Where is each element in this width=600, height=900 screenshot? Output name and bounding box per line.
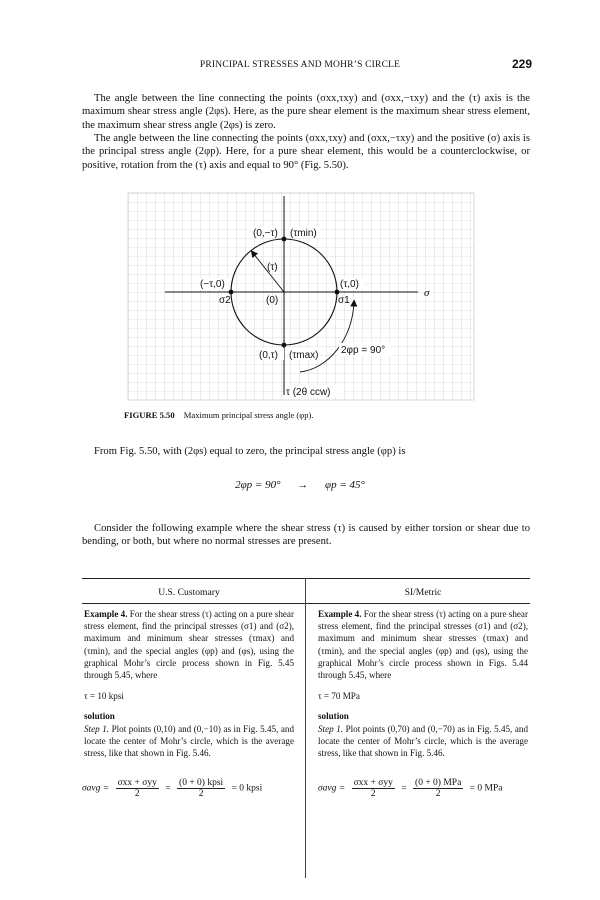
us-eq-num-2: (0 + 0) kpsi [179,778,224,788]
label-tau-min: (τmin) [290,228,317,239]
table-top-rule [82,578,530,579]
si-heading: SI/Metric [404,587,442,598]
us-eq-frac-2 [177,778,225,799]
label-center: (0) [266,295,279,306]
point-top [282,237,287,242]
si-step [318,723,528,760]
figure-caption-text: Maximum principal stress angle (φp). [183,410,314,420]
si-solution-label: solution [318,711,349,722]
us-eq-rhs: = 0 kpsi [231,783,263,794]
label-sigma-axis: σ [424,287,430,299]
display-equation [0,479,600,491]
point-bottom [282,343,287,348]
mohr-circle-figure [0,0,600,420]
si-step-label: Step 1. [318,723,344,734]
example-intro-paragraph: Consider the following example where the shear stress (τ) is caused by either torsion or shear due to bending, or both, but where no normal stresses are present. [82,523,530,548]
label-sigma1: σ1 [338,295,350,306]
label-tau-radius: (τ) [267,262,278,273]
us-step [84,723,294,760]
figure-caption-label: FIGURE 5.50 [124,410,175,420]
us-eq-num-1: σxx + σyy [117,778,157,788]
si-eq-lhs: σavg = [318,783,346,794]
label-tau-axis: τ (2θ ccw) [286,387,331,398]
us-step-text: Plot points (0,10) and (0,−10) as in Fig. 5.45, and locate the center of Mohr’s circle, which is the average stress, like that shown in Fig. 5.46. [84,723,294,759]
point-left [229,290,234,295]
column-divider [305,578,306,878]
si-example-title: Example 4. [318,609,362,619]
us-given: τ = 10 kpsi [84,691,124,702]
si-eq-den-1: 2 [370,789,376,799]
si-eq-mid: = [401,783,407,794]
si-eq-num-2: (0 + 0) MPa [415,778,462,788]
label-left-point: (−τ,0) [200,279,225,290]
result-paragraph: From Fig. 5.50, with (2φs) equal to zero, the principal stress angle (φp) is [94,446,406,457]
si-given: τ = 70 MPa [318,691,360,702]
intro-paragraph-2: The angle between the line connecting the points (σxx,τxy) and (σxx,−τxy) and the positive (σ) axis is the principal stress angle (2φp). Here, for a pure shear element, this would be a counterclockwise, or positive, rotation from the (τ) axis and equal to 90° (Fig. 5.50). [82,133,530,171]
equation-arrow: → [297,479,309,491]
us-solution-label: solution [84,711,115,722]
label-right-point: (τ,0) [340,279,359,290]
us-eq-den-1: 2 [134,789,140,799]
equation-left: 2φp = 90° [235,479,281,491]
point-right [335,290,340,295]
table-header-rule [82,603,530,604]
label-top-point: (0,−τ) [253,228,278,239]
figure-grid [128,193,474,400]
si-eq-rhs: = 0 MPa [469,783,503,794]
us-example-body [84,608,294,681]
us-column [84,608,294,759]
si-example-body [318,608,528,681]
label-angle: 2φp = 90° [341,345,386,356]
si-example-text: For the shear stress (τ) acting on a pure shear stress element, find the principal stresses (σ1) and (σ2), maximum and minimum shear stresses (τmax) and (τmin), and the special angles (φp) and (φs), using the graphical Mohr’s circle process shown in Figs. 5.44 through 5.45, where [318,609,528,681]
us-average-equation [82,778,262,799]
si-eq-frac-1 [352,778,395,799]
us-eq-lhs: σavg = [82,783,110,794]
us-step-label: Step 1. [84,723,110,734]
si-eq-den-2: 2 [435,789,441,799]
us-heading: U.S. Customary [158,587,220,598]
figure-caption [124,410,314,420]
page-number: 229 [511,57,532,71]
equation-right: φp = 45° [325,479,365,491]
us-example-text: For the shear stress (τ) acting on a pure shear stress element, find the principal stresses (σ1) and (σ2), maximum and minimum shear stresses (τmax) and (τmin), and the special angles (φp) and (φs), using the graphical Mohr’s circle process shown in Fig. 5.45 through 5.45, where [84,609,294,681]
label-bottom-point: (0,τ) [259,350,278,361]
si-eq-num-1: σxx + σyy [353,778,393,788]
si-eq-frac-2 [413,778,463,799]
label-sigma2: σ2 [219,295,231,306]
si-column [318,608,528,759]
us-example-title: Example 4. [84,609,128,619]
label-tau-max: (τmax) [289,350,319,361]
running-title: PRINCIPAL STRESSES AND MOHR’S CIRCLE [199,60,401,70]
us-eq-mid: = [165,783,171,794]
us-eq-frac-1 [116,778,159,799]
si-step-text: Plot points (0,70) and (0,−70) as in Fig. 5.45, and locate the center of Mohr’s circle, which is the average stress, like that shown in Fig. 5.46. [318,723,528,759]
intro-paragraph-1: The angle between the line connecting the points (σxx,τxy) and (σxx,−τxy) and the (τ) axis is the maximum shear stress angle (2φs). Here, as the pure shear element is the maximum shear stress element, the maximum shear stress angle (2φs) is zero. [82,93,530,131]
si-average-equation [318,778,502,799]
us-eq-den-2: 2 [198,789,204,799]
